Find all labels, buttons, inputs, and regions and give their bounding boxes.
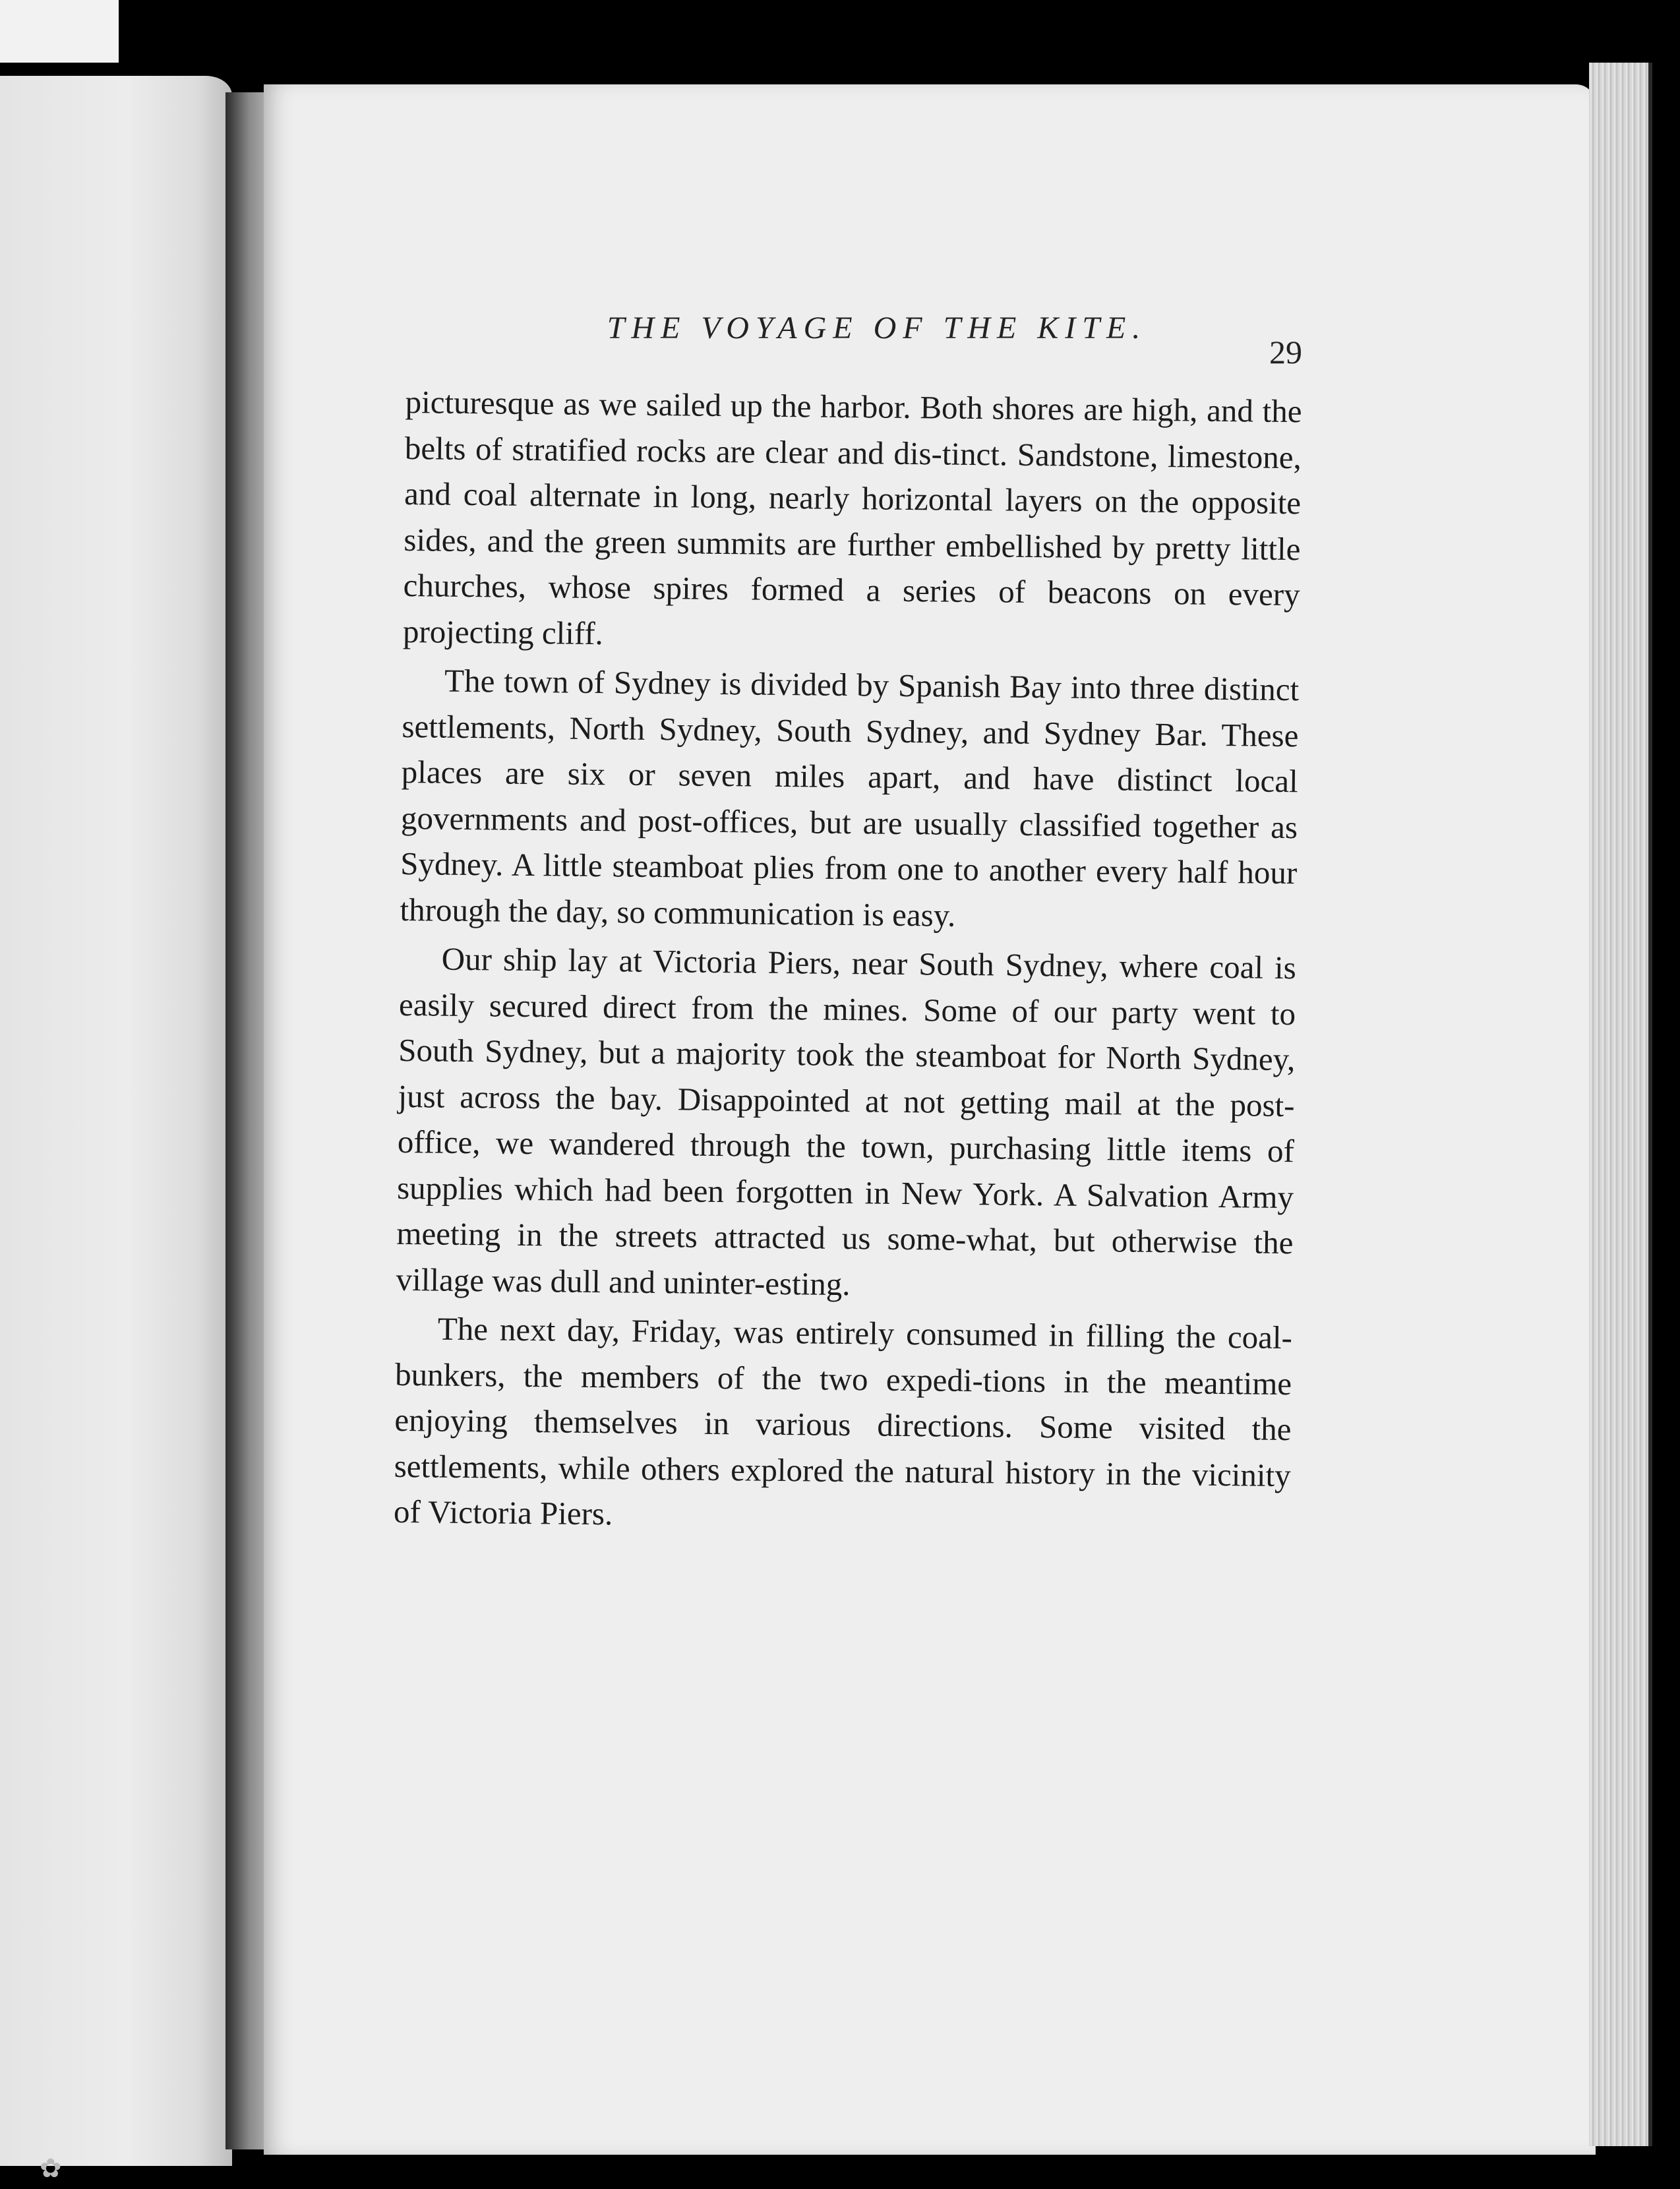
scan-corner-margin <box>0 0 119 63</box>
paragraph-3: Our ship lay at Victoria Piers, near South Sydney, where coal is easily secured direct from the mines. Some of our party went to South Sydney, but a majority took the steamboat for North Sydney, just across the bay. Disappointed at not getting mail at the post-office, we wandered through the town, purchasing little items of supplies which had been forgotten in New York. A Salvation Army meeting in the streets attracted us some-what, but otherwise the village was dull and uninter-esting. <box>396 940 1297 1302</box>
scan-ornament-icon: ✿ <box>40 2153 62 2183</box>
paragraph-1: picturesque as we sailed up the harbor. Both shores are high, and the belts of stratified rocks are clear and dis-tinct. Sandstone, limestone, and coal alternate in long, nearly horizontal layers on the opposite sides, and the green summits are further embellished by pretty little churches, whose spires formed a series of beacons on every projecting cliff. <box>402 383 1302 651</box>
page-number: 29 <box>1269 334 1302 371</box>
paragraph-4: The next day, Friday, was entirely consumed in filling the coal-bunkers, the members of the two expedi-tions in the meantime enjoying themselves in various directions. Some visited the settlements, while others explored the natural history in the vicinity of Victoria Piers. <box>393 1310 1293 1532</box>
body-text <box>394 379 1302 1547</box>
page-edges <box>1589 63 1652 2146</box>
running-head: THE VOYAGE OF THE KITE. <box>607 311 1147 345</box>
paragraph-2: The town of Sydney is divided by Spanish Bay into three distinct settlements, North Sydney, South Sydney, and Sydney Bar. These places are six or seven miles apart, and have distinct local governments and post-offices, but are usually classified together as Sydney. A little steamboat plies from one to another every half hour through the day, so communication is easy. <box>400 662 1300 934</box>
left-page <box>0 76 232 2166</box>
